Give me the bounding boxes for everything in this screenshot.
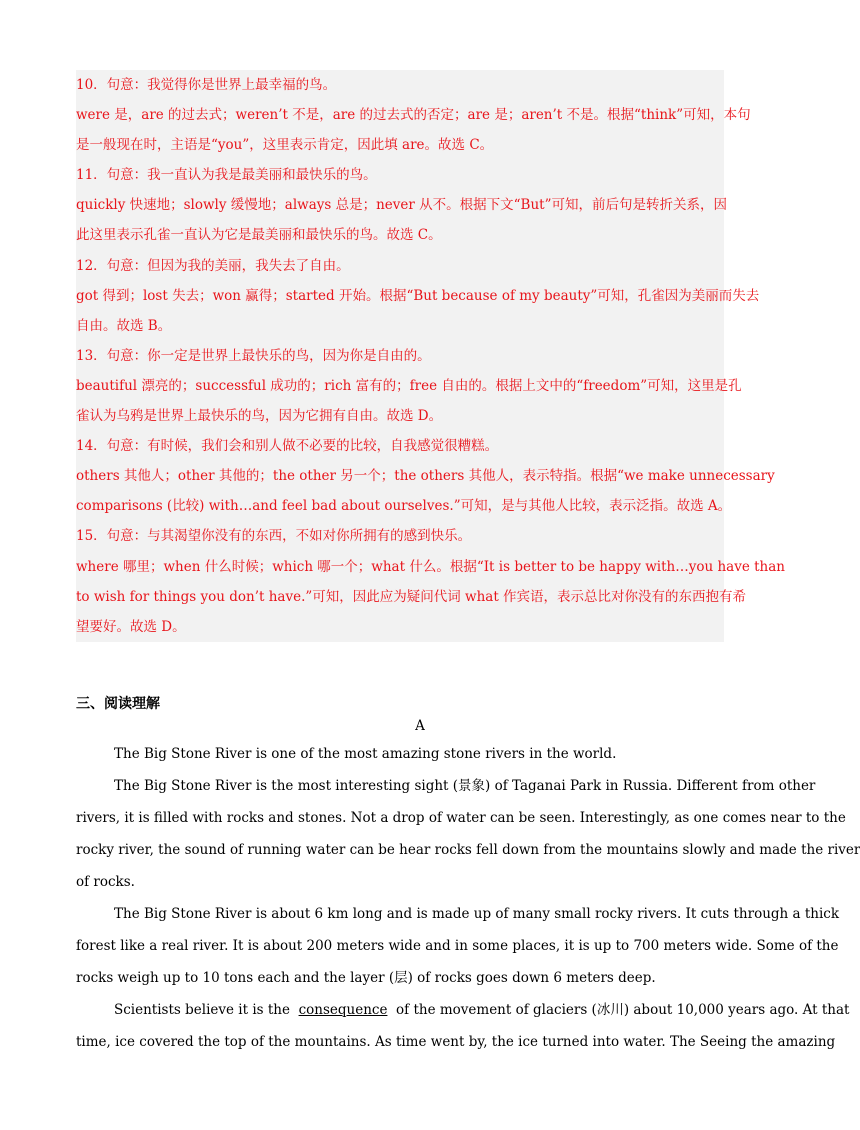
- section-heading: 三、阅读理解: [76, 696, 160, 712]
- answer-10-translation: 10．句意：我觉得你是世界上最幸福的鸟。: [76, 77, 337, 93]
- passage-line: The Big Stone River is one of the most amazing stone rivers in the world.: [114, 746, 617, 762]
- passage-line: The Big Stone River is the most interesting sight (景象) of Taganai Park in Russia. Different from other: [114, 778, 816, 794]
- answer-13-translation: 13．句意：你一定是世界上最快乐的鸟，因为你是自由的。: [76, 347, 431, 364]
- reading-passage: [76, 738, 860, 1058]
- passage-line: of rocks.: [76, 874, 135, 890]
- answer-11-explanation: quickly 快速地；slowly 缓慢地；always 总是；never 从不。根据下文“But”可知，前后句是转折关系，因: [76, 197, 727, 214]
- answer-12-translation: 12．句意：但因为我的美丽，我失去了自由。: [76, 257, 350, 274]
- passage-line-with-underline: [76, 994, 850, 1026]
- passage-label: A: [415, 718, 425, 734]
- answer-11-translation: 11．句意：我一直认为我是最美丽和最快乐的鸟。: [76, 167, 377, 184]
- passage-line: rocky river, the sound of running water can be hear rocks fell down from the mountains slowly and made the river: [76, 842, 860, 858]
- passage-text: Scientists believe it is the: [114, 1002, 290, 1018]
- answer-14-explanation: others 其他人；other 其他的；the other 另一个；the others 其他人，表示特指。根据“we make unnecessary: [76, 468, 775, 485]
- answer-14-translation: 14．句意：有时候，我们会和别人做不必要的比较，自我感觉很糟糕。: [76, 438, 499, 455]
- passage-line: rivers, it is filled with rocks and stones. Not a drop of water can be seen. Interestingly, as one comes near to the: [76, 810, 846, 826]
- passage-line: time, ice covered the top of the mountains. As time went by, the ice turned into water. The Seeing the amazing: [76, 1034, 836, 1050]
- passage-line: The Big Stone River is about 6 km long and is made up of many small rocky rivers. It cuts through a thick: [114, 906, 840, 922]
- passage-line: forest like a real river. It is about 200 meters wide and in some places, it is up to 700 meters wide. Some of the: [76, 938, 839, 954]
- passage-text: of the movement of glaciers (冰川) about 10,000 years ago. At that: [396, 1002, 850, 1018]
- answer-10-explanation-cont: 是一般现在时，主语是“you”，这里表示肯定，因此填 are。故选 C。: [76, 137, 494, 154]
- answer-15-explanation: where 哪里；when 什么时候；which 哪一个；what 什么。根据“It is better to be happy with…you have than: [76, 558, 785, 575]
- answer-12-explanation-cont: 自由。故选 B。: [76, 317, 172, 334]
- answer-13-explanation-cont: 雀认为乌鸦是世界上最快乐的鸟，因为它拥有自由。故选 D。: [76, 408, 443, 425]
- underlined-word: consequence: [298, 1002, 388, 1018]
- answer-10-explanation: were 是，are 的过去式；weren’t 不是，are 的过去式的否定；are 是；aren’t 不是。根据“think”可知，本句: [76, 107, 751, 124]
- answer-explanations: [76, 70, 785, 642]
- answer-15-translation: 15．句意：与其渴望你没有的东西，不如对你所拥有的感到快乐。: [76, 528, 472, 545]
- answer-15-explanation-end: 望要好。故选 D。: [76, 618, 186, 635]
- passage-line: rocks weigh up to 10 tons each and the layer (层) of rocks goes down 6 meters deep.: [76, 970, 656, 986]
- answer-14-explanation-cont: comparisons (比较) with…and feel bad about ourselves.”可知，是与其他人比较，表示泛指。故选 A。: [76, 498, 732, 515]
- answer-12-explanation: got 得到；lost 失去；won 赢得；started 开始。根据“But because of my beauty”可知，孔雀因为美丽而失去: [76, 287, 760, 304]
- answer-15-explanation-cont: to wish for things you don’t have.”可知，因此应为疑问代词 what 作宾语，表示总比对你没有的东西抱有希: [76, 588, 747, 605]
- answer-11-explanation-cont: 此这里表示孔雀一直认为它是最美丽和最快乐的鸟。故选 C。: [76, 227, 442, 244]
- answer-13-explanation: beautiful 漂亮的；successful 成功的；rich 富有的；free 自由的。根据上文中的“freedom”可知，这里是孔: [76, 377, 742, 394]
